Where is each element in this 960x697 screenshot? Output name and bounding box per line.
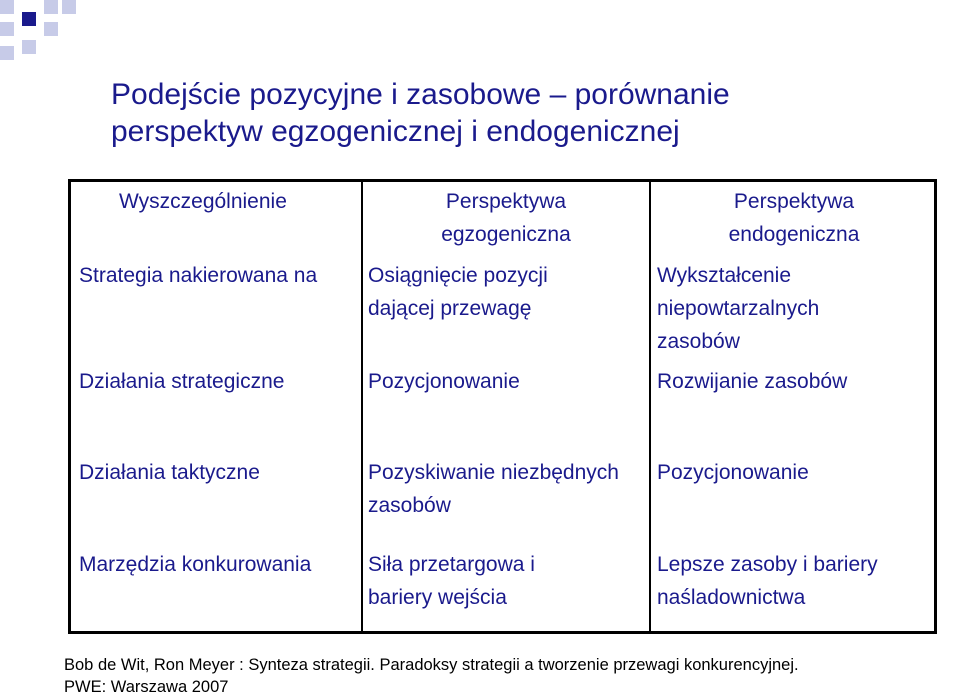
corner-squares-icon [0,0,80,62]
table-cell: Pozyskiwanie niezbędnych zasobów [368,461,619,517]
citation-line-2: PWE: Warszawa 2007 [64,678,229,696]
header-cell-endogenous: Perspektywa endogeniczna [728,190,860,246]
header-cell-exogenous: Perspektywa egzogeniczna [441,190,571,246]
table-cell: Rozwijanie zasobów [657,370,848,393]
table-cell: Wykształcenie niepowtarzalnych zasobów [657,264,820,353]
table-cell: Marzędzia konkurowania [79,553,312,576]
table-cell: Strategia nakierowana na [79,264,318,287]
table-cell: Lepsze zasoby i bariery naśladownictwa [657,553,878,609]
table-cell: Pozycjonowanie [368,370,520,393]
source-citation [64,654,799,697]
citation-line-1: Bob de Wit, Ron Meyer : Synteza strategii. Paradoksy strategii a tworzenie przewagi konkurencyjnej. [64,656,799,674]
table-cell: Działania taktyczne [79,461,260,484]
table-cell: Pozycjonowanie [657,461,809,484]
comparison-table [68,179,937,634]
table-cell: Działania strategiczne [79,370,285,393]
header-cell-specification: Wyszczególnienie [119,190,287,213]
page-title [111,76,911,150]
title-line-2: perspektyw egzogenicznej i endogenicznej [111,115,680,148]
table-cell: Osiągnięcie pozycji dającej przewagę [368,264,548,320]
title-line-1: Podejście pozycyjne i zasobowe – porównanie [111,78,730,111]
table-cell: Siła przetargowa i bariery wejścia [368,553,535,609]
column-divider [649,182,651,631]
